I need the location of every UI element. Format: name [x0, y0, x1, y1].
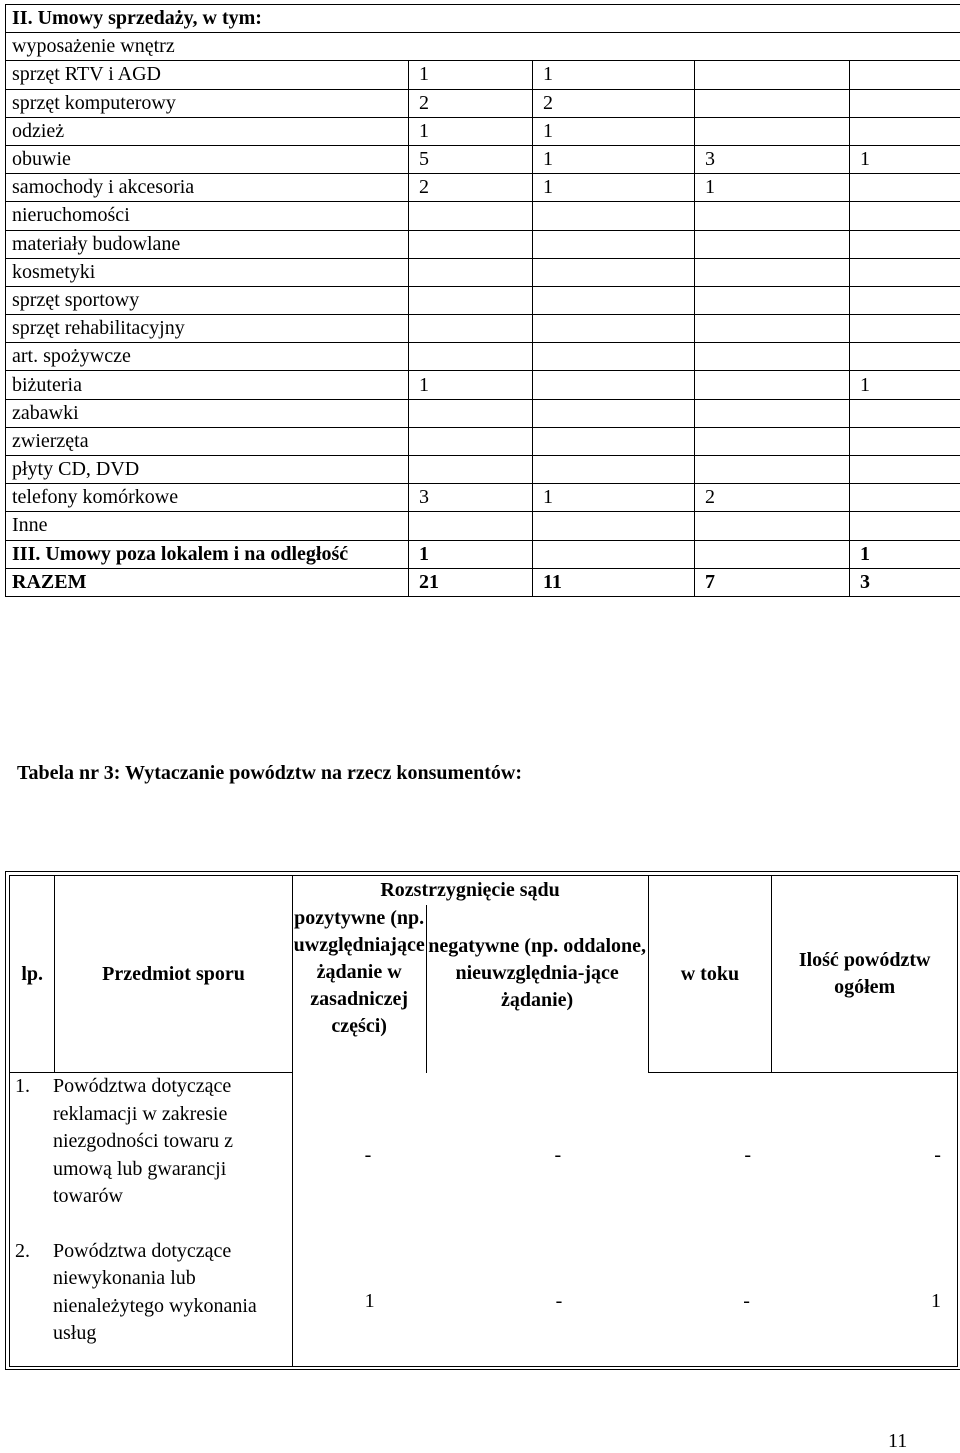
row-label: nieruchomości	[6, 202, 409, 230]
row-label: telefony komórkowe	[6, 484, 409, 512]
row-value-c1	[409, 512, 533, 540]
row-1-pending: -	[744, 1143, 752, 1166]
row-value-c2: 2	[533, 89, 695, 117]
row-value-c4	[850, 286, 960, 314]
row-label: sprzęt RTV i AGD	[6, 61, 409, 89]
row-2-subject-cell	[10, 1238, 293, 1367]
row-value-c1: 5	[409, 145, 533, 173]
table-row	[6, 540, 960, 568]
header-court-decision: Rozstrzygnięcie sądu	[292, 876, 648, 905]
row-label: sprzęt rehabilitacyjny	[6, 315, 409, 343]
row-label: płyty CD, DVD	[6, 456, 409, 484]
row-value-c3	[695, 427, 850, 455]
row-1-positive: -	[364, 1143, 372, 1166]
row-value-c4	[850, 89, 960, 117]
row-value-c2	[533, 512, 695, 540]
row-label: III. Umowy poza lokalem i na odległość	[6, 540, 409, 568]
header-subject: Przedmiot sporu	[55, 876, 292, 1073]
row-value-c1	[409, 286, 533, 314]
row-value-c2: 1	[533, 117, 695, 145]
row-value-c3	[695, 61, 850, 89]
row-2-pending: -	[743, 1290, 750, 1313]
row-value-c4	[850, 61, 960, 89]
header-positive: pozytywne (np. uwzględniające żądanie w zasadniczej części)	[292, 905, 426, 1073]
row-label: zabawki	[6, 399, 409, 427]
row-value-c3	[695, 456, 850, 484]
table-caption: Tabela nr 3: Wytaczanie powództw na rzecz konsumentów:	[17, 762, 522, 784]
row-value-c1: 2	[409, 174, 533, 202]
row-value-c1: 1	[409, 540, 533, 568]
row-value-c4	[850, 202, 960, 230]
row-label: RAZEM	[6, 568, 409, 596]
row-value-c4	[850, 117, 960, 145]
row-value-c2: 1	[533, 145, 695, 173]
row-value-c1	[409, 202, 533, 230]
table-row	[6, 202, 960, 230]
table-row	[6, 174, 960, 202]
row-value-c2	[533, 230, 695, 258]
row-1-total: -	[934, 1143, 941, 1166]
lawsuits-table-frame	[5, 871, 960, 1370]
row-label: wyposażenie wnętrz	[6, 33, 960, 61]
table-row	[6, 568, 960, 596]
row-value-c4	[850, 174, 960, 202]
row-value-c3	[695, 258, 850, 286]
row-1-subject: Powództwa dotyczące reklamacji w zakresie niezgodności towaru z umową lub gwarancji towarów	[53, 1075, 233, 1207]
row-value-c4	[850, 258, 960, 286]
table-row	[6, 315, 960, 343]
row-value-c4	[850, 456, 960, 484]
table-row	[6, 343, 960, 371]
row-1-values	[292, 1073, 957, 1238]
row-value-c3	[695, 230, 850, 258]
header-total: Ilość powództw ogółem	[772, 876, 958, 1073]
table-row	[6, 61, 960, 89]
row-value-c1: 1	[409, 117, 533, 145]
row-value-c2: 11	[533, 568, 695, 596]
row-label: sprzęt komputerowy	[6, 89, 409, 117]
row-value-c4	[850, 427, 960, 455]
table-row	[6, 427, 960, 455]
row-value-c2: 1	[533, 484, 695, 512]
row-label: samochody i akcesoria	[6, 174, 409, 202]
row-label: obuwie	[6, 145, 409, 173]
table-row	[6, 456, 960, 484]
row-2-subject: Powództwa dotyczące niewykonania lub nienależytego wykonania usług	[53, 1239, 257, 1344]
row-value-c4	[850, 512, 960, 540]
row-value-c3	[695, 540, 850, 568]
row-value-c3	[695, 202, 850, 230]
row-value-c3	[695, 399, 850, 427]
row-value-c4	[850, 343, 960, 371]
table-row	[6, 399, 960, 427]
table-row	[6, 145, 960, 173]
row-value-c3	[695, 89, 850, 117]
row-value-c4	[850, 484, 960, 512]
row-value-c2	[533, 286, 695, 314]
row-value-c1	[409, 315, 533, 343]
table-row	[6, 5, 960, 33]
row-value-c2	[533, 540, 695, 568]
table-row	[6, 484, 960, 512]
row-value-c1	[409, 258, 533, 286]
table-row	[6, 117, 960, 145]
row-value-c2	[533, 258, 695, 286]
row-2-total: 1	[930, 1290, 941, 1313]
row-value-c2	[533, 399, 695, 427]
list-item	[10, 1238, 292, 1348]
row-value-c1: 1	[409, 61, 533, 89]
row-value-c2	[533, 456, 695, 484]
table-row	[6, 371, 960, 399]
table-row	[6, 89, 960, 117]
row-value-c4: 1	[850, 145, 960, 173]
header-lp: lp.	[10, 876, 55, 1073]
row-label: sprzęt sportowy	[6, 286, 409, 314]
row-value-c4	[850, 399, 960, 427]
row-value-c4	[850, 315, 960, 343]
row-2-positive: 1	[364, 1290, 375, 1313]
row-label: odzież	[6, 117, 409, 145]
row-value-c1	[409, 399, 533, 427]
row-value-c2	[533, 427, 695, 455]
row-value-c3	[695, 117, 850, 145]
row-2-values	[292, 1238, 957, 1367]
table-row	[6, 33, 960, 61]
row-value-c3: 1	[695, 174, 850, 202]
row-label: Inne	[6, 512, 409, 540]
row-1-subject-cell	[10, 1073, 293, 1238]
row-value-c2	[533, 343, 695, 371]
row-value-c1: 1	[409, 371, 533, 399]
header-negative: negatywne (np. oddalone, nieuwzględnia-jące żądanie)	[426, 905, 648, 1073]
row-label: zwierzęta	[6, 427, 409, 455]
row-value-c4: 3	[850, 568, 960, 596]
row-label: II. Umowy sprzedaży, w tym:	[6, 5, 960, 33]
row-value-c1: 21	[409, 568, 533, 596]
row-1-negative: -	[554, 1143, 562, 1166]
row-value-c1	[409, 343, 533, 371]
row-label: art. spożywcze	[6, 343, 409, 371]
list-item	[10, 1073, 292, 1211]
table-row	[6, 286, 960, 314]
row-value-c3: 3	[695, 145, 850, 173]
row-value-c3	[695, 286, 850, 314]
row-value-c3	[695, 315, 850, 343]
row-value-c1: 2	[409, 89, 533, 117]
row-value-c4: 1	[850, 371, 960, 399]
row-value-c2: 1	[533, 174, 695, 202]
page-number: 11	[888, 1430, 908, 1452]
table-row	[6, 258, 960, 286]
row-value-c1: 3	[409, 484, 533, 512]
row-2-number: 2.	[15, 1239, 30, 1262]
sales-contracts-table	[5, 4, 960, 597]
table-row	[6, 512, 960, 540]
row-value-c1	[409, 427, 533, 455]
row-value-c1	[409, 230, 533, 258]
row-2-negative: -	[555, 1290, 563, 1313]
row-label: biżuteria	[6, 371, 409, 399]
lawsuits-table	[9, 875, 958, 1367]
row-value-c3	[695, 371, 850, 399]
row-value-c2	[533, 371, 695, 399]
row-1-number: 1.	[15, 1075, 30, 1097]
row-value-c1	[409, 456, 533, 484]
row-value-c3: 7	[695, 568, 850, 596]
row-value-c3	[695, 343, 850, 371]
row-value-c2	[533, 315, 695, 343]
row-value-c3	[695, 512, 850, 540]
row-value-c4	[850, 230, 960, 258]
table-row	[6, 230, 960, 258]
header-pending: w toku	[648, 876, 772, 1073]
row-label: materiały budowlane	[6, 230, 409, 258]
row-value-c2	[533, 202, 695, 230]
row-value-c4: 1	[850, 540, 960, 568]
row-label: kosmetyki	[6, 258, 409, 286]
row-value-c2: 1	[533, 61, 695, 89]
row-value-c3: 2	[695, 484, 850, 512]
